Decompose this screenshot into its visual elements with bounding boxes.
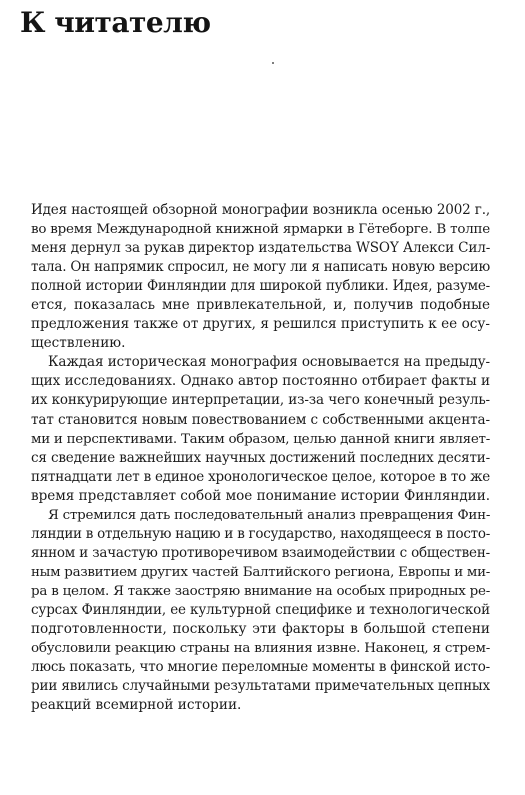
text-line: Идея настоящей обзорной монографии возникла осенью 2002 г.,	[31, 202, 490, 218]
text-line: Каждая историческая монография основывается на предыду-	[48, 354, 490, 371]
text-line: ным развитием других частей Балтийского региона, Европы и ми-	[31, 564, 490, 580]
text-line: время представляет собой мое понимание истории Финляндии.	[31, 487, 490, 504]
text-line: ра в целом. Я также заостряю внимание на особых природных ре-	[31, 583, 490, 599]
text-line: щих исследованиях. Однако автор постоянно отбирает факты и	[31, 373, 490, 390]
text-line: полной истории Финляндии для широкой публики. Идея, разуме-	[31, 278, 490, 295]
text-line: ляндии в отдельную нацию и в государство, находящееся в посто-	[31, 525, 491, 542]
text-line: меня дернул за рукав директор издательства WSOY Алекси Сил-	[31, 240, 491, 257]
text-line: ществлению.	[31, 335, 126, 352]
text-line: во время Международной книжной ярмарки в Гётеборге. В толпе	[31, 222, 490, 238]
text-line: тала. Он напрямик спросил, не могу ли я написать новую версию	[31, 259, 490, 276]
text-line: ется, показалась мне привлекательной, и, получив подобные	[31, 297, 490, 314]
text-line: ми и перспективами. Таким образом, целью данной книги являет-	[31, 431, 490, 447]
text-line: обусловили реакцию страны на влияния извне. Наконец, я стрем-	[31, 641, 490, 657]
body-text	[31, 201, 490, 715]
text-line: Я стремился дать последовательный анализ превращения Фин-	[48, 507, 491, 523]
chapter-heading: К читателю	[20, 6, 211, 39]
text-line: реакций всемирной истории.	[31, 697, 242, 714]
paragraph-3	[31, 506, 490, 716]
text-line: рии явились случайными результатами примечательных цепных	[31, 678, 490, 695]
paragraph-2	[31, 353, 490, 505]
text-line: подготовленности, поскольку эти факторы в большой степени	[31, 621, 490, 638]
text-line: люсь показать, что многие переломные моменты в финской исто-	[31, 659, 490, 676]
text-line: сурсах Финляндии, ее культурной специфике и технологической	[31, 601, 490, 618]
print-speck	[272, 62, 274, 64]
text-line: пятнадцати лет в единое хронологическое целое, которое в то же	[31, 468, 490, 485]
text-line: тат становится новым повествованием с собственными акцента-	[31, 411, 490, 428]
text-line: янном и зачастую противоречивом взаимодействии с обществен-	[31, 544, 490, 561]
text-line: их конкурирующие интерпретации, из-за чего конечный резуль-	[31, 392, 490, 409]
text-line: ся сведение важнейших научных достижений последних десяти-	[31, 449, 490, 466]
paragraph-1	[31, 201, 490, 353]
text-line: предложения также от других, я решился приступить к ее осу-	[31, 316, 490, 333]
